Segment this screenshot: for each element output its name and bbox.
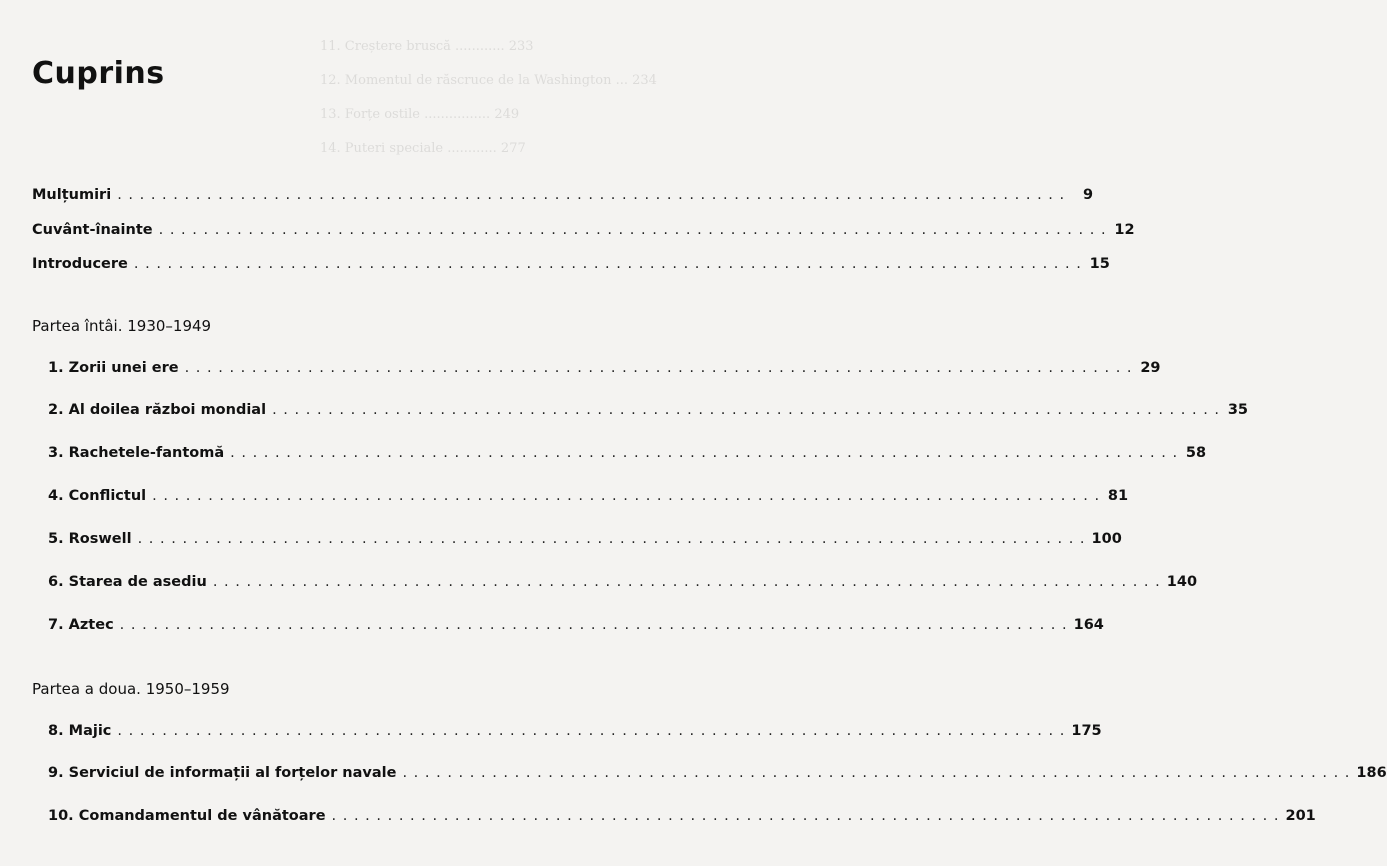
dot-leader [230, 445, 1178, 461]
dot-leader [213, 574, 1161, 590]
dot-leader [159, 222, 1107, 238]
entry-label: Introducere [32, 256, 128, 272]
entry-page: 186 [1356, 765, 1387, 781]
toc-chapter [48, 531, 1122, 553]
entry-page: 100 [1091, 531, 1122, 547]
entry-page: 58 [1185, 445, 1207, 461]
dot-leader [117, 187, 1065, 203]
toc-chapter [48, 765, 1387, 787]
toc-chapter [48, 808, 1316, 830]
entry-label: 10. Comandamentul de vânătoare [48, 808, 326, 824]
dot-leader [272, 402, 1220, 418]
part-heading: Partea a doua. 1950–1959 [32, 680, 230, 698]
entry-page: 35 [1227, 402, 1249, 418]
dot-leader [332, 808, 1280, 824]
toc-entry-acknowledgements [32, 187, 1094, 209]
entry-page: 140 [1166, 574, 1198, 590]
entry-page: 81 [1107, 488, 1129, 504]
entry-page: 12 [1114, 222, 1135, 238]
toc-chapter [48, 445, 1207, 467]
entry-label: 9. Serviciul de informații al forțelor navale [48, 765, 397, 781]
entry-label: 2. Al doilea război mondial [48, 402, 267, 418]
entry-page: 29 [1140, 360, 1161, 376]
entry-page: 201 [1285, 808, 1316, 824]
entry-label: 8. Majic [48, 723, 112, 739]
toc-entry-introduction [32, 256, 1110, 278]
entry-page: 175 [1071, 723, 1102, 739]
dot-leader [402, 765, 1350, 781]
toc-chapter [48, 574, 1198, 596]
toc-chapter [48, 617, 1104, 639]
dot-leader [185, 360, 1133, 376]
dot-leader [117, 723, 1065, 739]
entry-label: Cuvânt-înainte [32, 222, 153, 238]
toc-chapter [48, 723, 1102, 745]
entry-page: 15 [1089, 256, 1110, 272]
dot-leader [120, 617, 1068, 633]
entry-label: 1. Zorii unei ere [48, 360, 179, 376]
entry-page: 9 [1083, 187, 1094, 203]
toc-chapter [48, 488, 1129, 510]
page-title: Cuprins [32, 56, 165, 91]
part-heading: Partea întâi. 1930–1949 [32, 317, 212, 335]
entry-label: 3. Rachetele-fantomă [48, 445, 225, 461]
toc-chapter [48, 402, 1249, 424]
entry-label: 6. Starea de asediu [48, 574, 207, 590]
dot-leader [138, 531, 1086, 547]
entry-page: 164 [1073, 617, 1104, 633]
toc-chapter [48, 360, 1161, 382]
show-through-text: 11. Creștere bruscă ............ 233 12. Momentul de răscruce de la Washington ... 234 13. Forțe ostile ................ 249 14. Puteri speciale ............ 277 [320, 39, 657, 156]
entry-label: Mulțumiri [32, 187, 112, 203]
entry-label: 4. Conflictul [48, 488, 147, 504]
dot-leader [134, 256, 1082, 272]
toc-entry-foreword [32, 222, 1135, 244]
entry-label: 7. Aztec [48, 617, 114, 633]
entry-label: 5. Roswell [48, 531, 132, 547]
dot-leader [152, 488, 1100, 504]
